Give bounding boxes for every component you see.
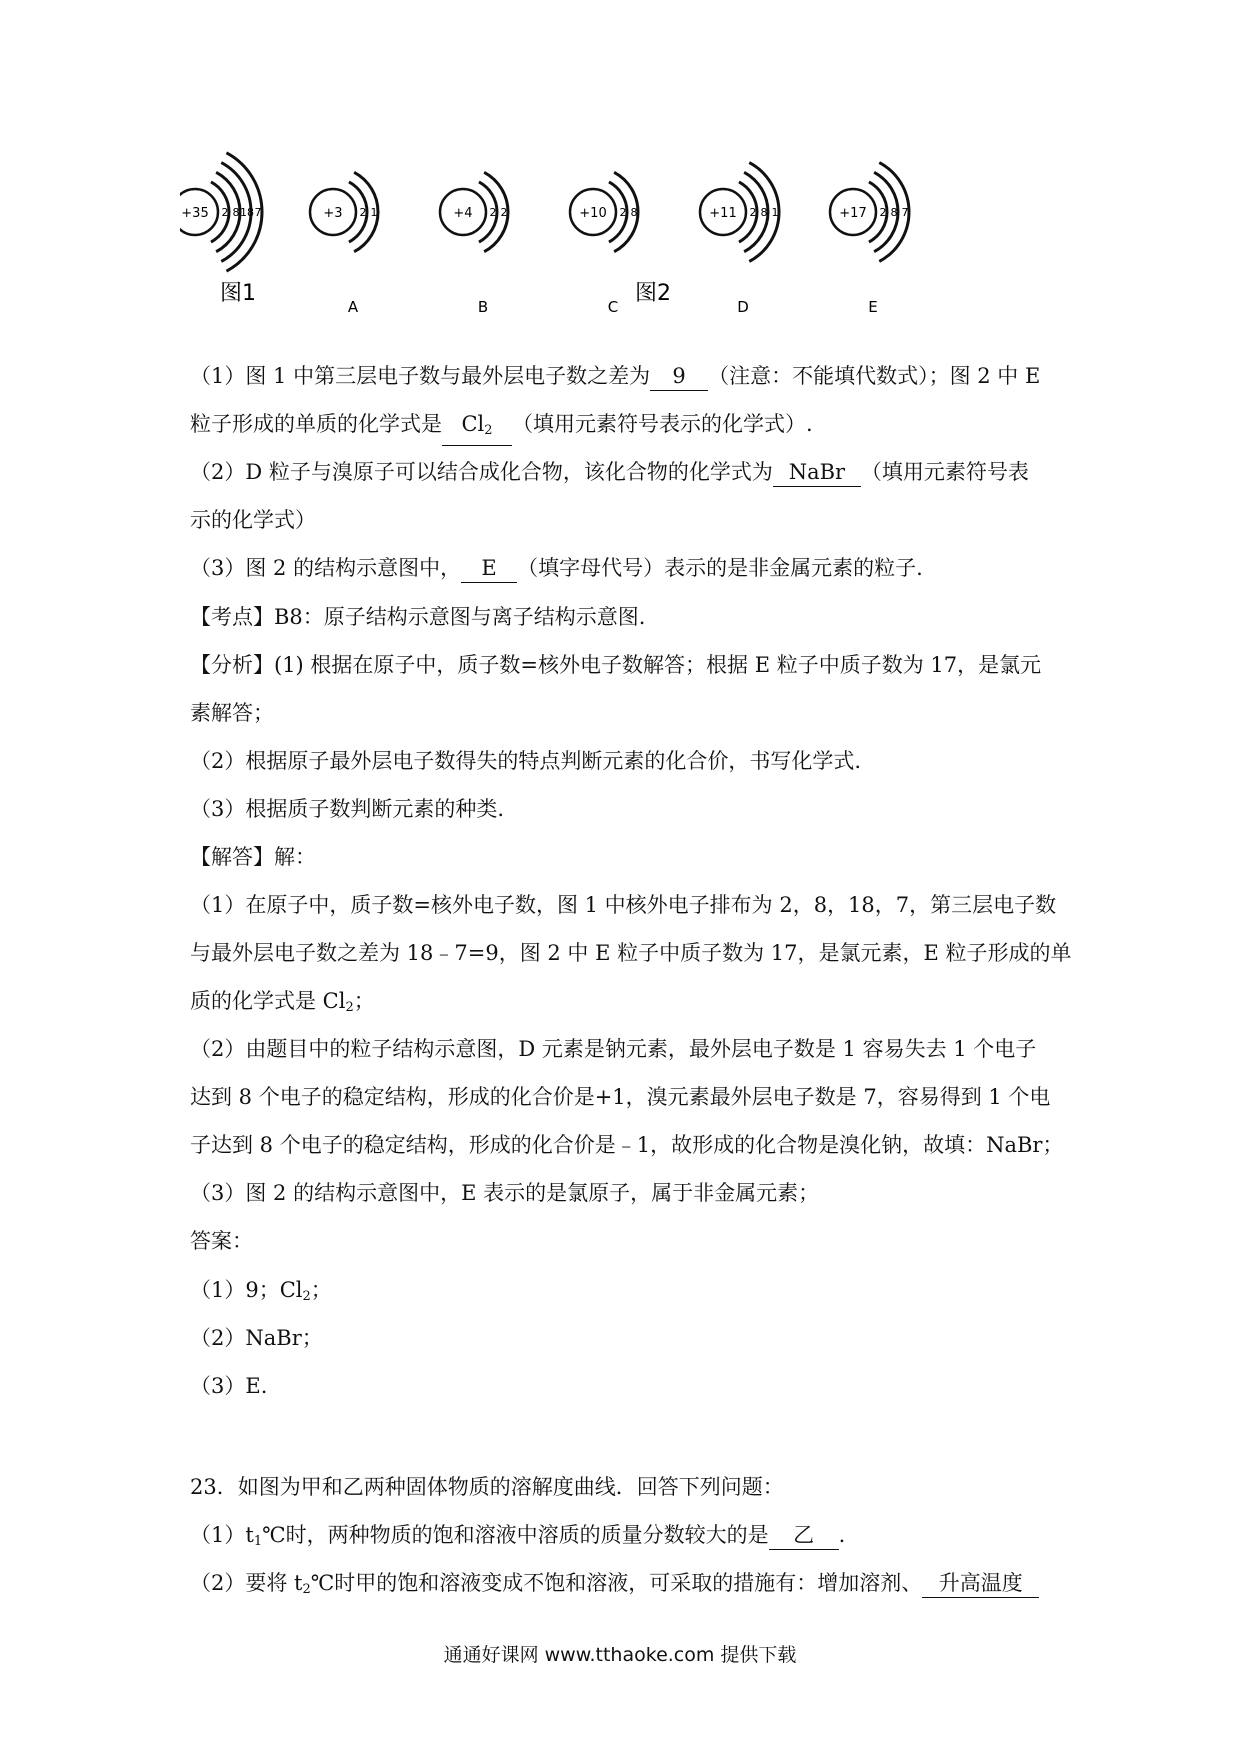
jieda-line-3-text: 质的化学式是 Cl (190, 989, 346, 1013)
fenxi-line-4: （3）根据质子数判断元素的种类. (190, 797, 505, 821)
jieda-line-4: （2）由题目中的粒子结构示意图，D 元素是钠元素，最外层电子数是 1 容易失去 1 个电子 (190, 1037, 1037, 1061)
q2-text-b: （填用元素符号表 (860, 460, 1029, 484)
jieda-line-3 (190, 987, 375, 1022)
daan-answer-1-end: ； (310, 1278, 332, 1302)
daan-answer-2: （2）NaBr； (190, 1326, 323, 1350)
q1-answer-2-sub: 2 (484, 423, 493, 438)
atom-diagram-3 (440, 172, 508, 316)
jieda-line-2: 与最外层电子数之差为 18﹣7=9，图 2 中 E 粒子中质子数为 17，是氯元素，E 粒子形成的单 (190, 941, 1072, 965)
shell-electron-count: 8 (760, 206, 768, 219)
q23-line-2-a: （2）要将 t (190, 1571, 303, 1595)
daan-head: 答案： (190, 1229, 253, 1253)
q1-line2 (190, 410, 813, 446)
jieda-line-6: 子达到 8 个电子的稳定结构，形成的化合价是﹣1，故形成的化合物是溴化钠，故填：NaBr； (190, 1133, 1064, 1157)
atom-letter-label: B (477, 298, 489, 316)
q23-line-1 (190, 1521, 845, 1556)
shell-electron-count: 2 (749, 206, 757, 219)
shell-electron-count: 7 (254, 206, 262, 219)
nucleus-charge: +10 (579, 206, 607, 221)
shell-electron-count: 8 (890, 206, 898, 219)
q23-answer-blank-1: 乙 (769, 1521, 839, 1550)
atom-diagram-4 (570, 172, 638, 316)
atom-diagram-1 (180, 153, 262, 271)
daan-answer-1-sub: 2 (302, 1289, 311, 1304)
jieda-line-5: 达到 8 个电子的稳定结构，形成的化合价是+1，溴元素最外层电子数是 7，容易得到 1 个电 (190, 1085, 1051, 1109)
q23-line-1-a: （1）t (190, 1523, 254, 1547)
shell-electron-count: 7 (901, 206, 909, 219)
q2-text-a: （2）D 粒子与溴原子可以结合成化合物，该化合物的化学式为 (190, 460, 773, 484)
shell-electron-count: 2 (221, 206, 229, 219)
q1-line1 (190, 362, 1040, 391)
nucleus-charge: +17 (839, 206, 867, 221)
q23-line-2-b: ℃时甲的饱和溶液变成不饱和溶液，可采取的措施有：增加溶剂、 (310, 1571, 923, 1595)
q23-line-2-sub: 2 (302, 1582, 311, 1597)
shell-electron-count: 8 (630, 206, 638, 219)
atom-diagram-2 (310, 172, 378, 316)
q23-line-1-sub: 1 (253, 1534, 263, 1549)
fenxi-line-2: 素解答； (190, 701, 274, 725)
daan-answer-1-text: （1）9；Cl (190, 1278, 303, 1302)
q23-line-1-end: . (838, 1523, 846, 1547)
q23-head: 23．如图为甲和乙两种固体物质的溶解度曲线．回答下列问题： (190, 1475, 784, 1499)
atom-letter-label: D (737, 298, 749, 316)
jieda-line-3-sub: 2 (345, 1000, 354, 1015)
q23-line-1-b: ℃时，两种物质的饱和溶液中溶质的质量分数较大的是 (262, 1523, 769, 1547)
daan-answer-1 (190, 1276, 332, 1311)
atom-diagram-6 (830, 163, 909, 316)
fenxi-line-1: 【分析】(1) 根据在原子中，质子数=核外电子数解答；根据 E 粒子中质子数为 17，是氯元 (190, 653, 1042, 677)
q2-line1 (190, 458, 1029, 487)
shell-electron-count: 1 (771, 206, 779, 219)
nucleus-charge: +3 (323, 206, 343, 221)
q1-answer-blank-1: 9 (650, 362, 708, 391)
q23-line-2 (190, 1569, 1039, 1604)
nucleus-charge: +35 (181, 206, 209, 221)
shell-electron-count: 2 (500, 206, 508, 219)
q3-text-b: （填字母代号）表示的是非金属元素的粒子. (517, 556, 923, 580)
shell-electron-count: 2 (619, 206, 627, 219)
jieda-line-3-end: ； (353, 989, 375, 1013)
figure-1-label: 图1 (220, 281, 256, 306)
q1-text-c: 粒子形成的单质的化学式是 (190, 412, 442, 436)
jieda-line-1: （1）在原子中，质子数=核外电子数，图 1 中核外电子排布为 2，8，18，7，第三层电子数 (190, 893, 1057, 917)
fenxi-line-3: （2）根据原子最外层电子数得失的特点判断元素的化合价，书写化学式. (190, 749, 862, 773)
q2-line2: 示的化学式） (190, 508, 316, 532)
atom-letter-label: E (868, 298, 878, 316)
shell-electron-count: 18 (240, 206, 254, 219)
jieda-line-7: （3）图 2 的结构示意图中，E 表示的是氯原子，属于非金属元素； (190, 1181, 820, 1205)
q1-answer-2: Cl (461, 412, 485, 436)
q2-answer-blank: NaBr (773, 458, 861, 487)
shell-electron-count: 8 (232, 206, 240, 219)
atom-letter-label: C (607, 298, 619, 316)
q1-text-b: （注意：不能填代数式）；图 2 中 E (708, 364, 1041, 388)
q1-text-d: （填用元素符号表示的化学式）. (512, 412, 813, 436)
figure-2-label: 图2 (635, 281, 671, 306)
atom-diagrams (180, 150, 1040, 350)
q3-line (190, 554, 923, 583)
atom-structure-figure (180, 150, 1040, 350)
nucleus-charge: +11 (709, 206, 737, 221)
q3-answer-blank: E (461, 554, 517, 583)
nucleus-charge: +4 (453, 206, 473, 221)
atom-letter-label: A (347, 298, 359, 316)
q1-text-a: （1）图 1 中第三层电子数与最外层电子数之差为 (190, 364, 651, 388)
shell-electron-count: 1 (370, 206, 378, 219)
q3-text-a: （3）图 2 的结构示意图中， (190, 556, 462, 580)
shell-electron-count: 2 (879, 206, 887, 219)
jieda-head: 【解答】解： (190, 845, 316, 869)
shell-electron-count: 2 (359, 206, 367, 219)
q1-answer-blank-2 (442, 410, 512, 446)
kaodian-line: 【考点】B8：原子结构示意图与离子结构示意图. (190, 605, 646, 629)
atom-diagram-5 (700, 163, 779, 316)
shell-electron-count: 2 (489, 206, 497, 219)
footer-watermark: 通通好课网 www.tthaoke.com 提供下载 (443, 1644, 797, 1666)
q23-answer-blank-2: 升高温度 (922, 1569, 1039, 1598)
daan-answer-3: （3）E. (190, 1374, 268, 1398)
